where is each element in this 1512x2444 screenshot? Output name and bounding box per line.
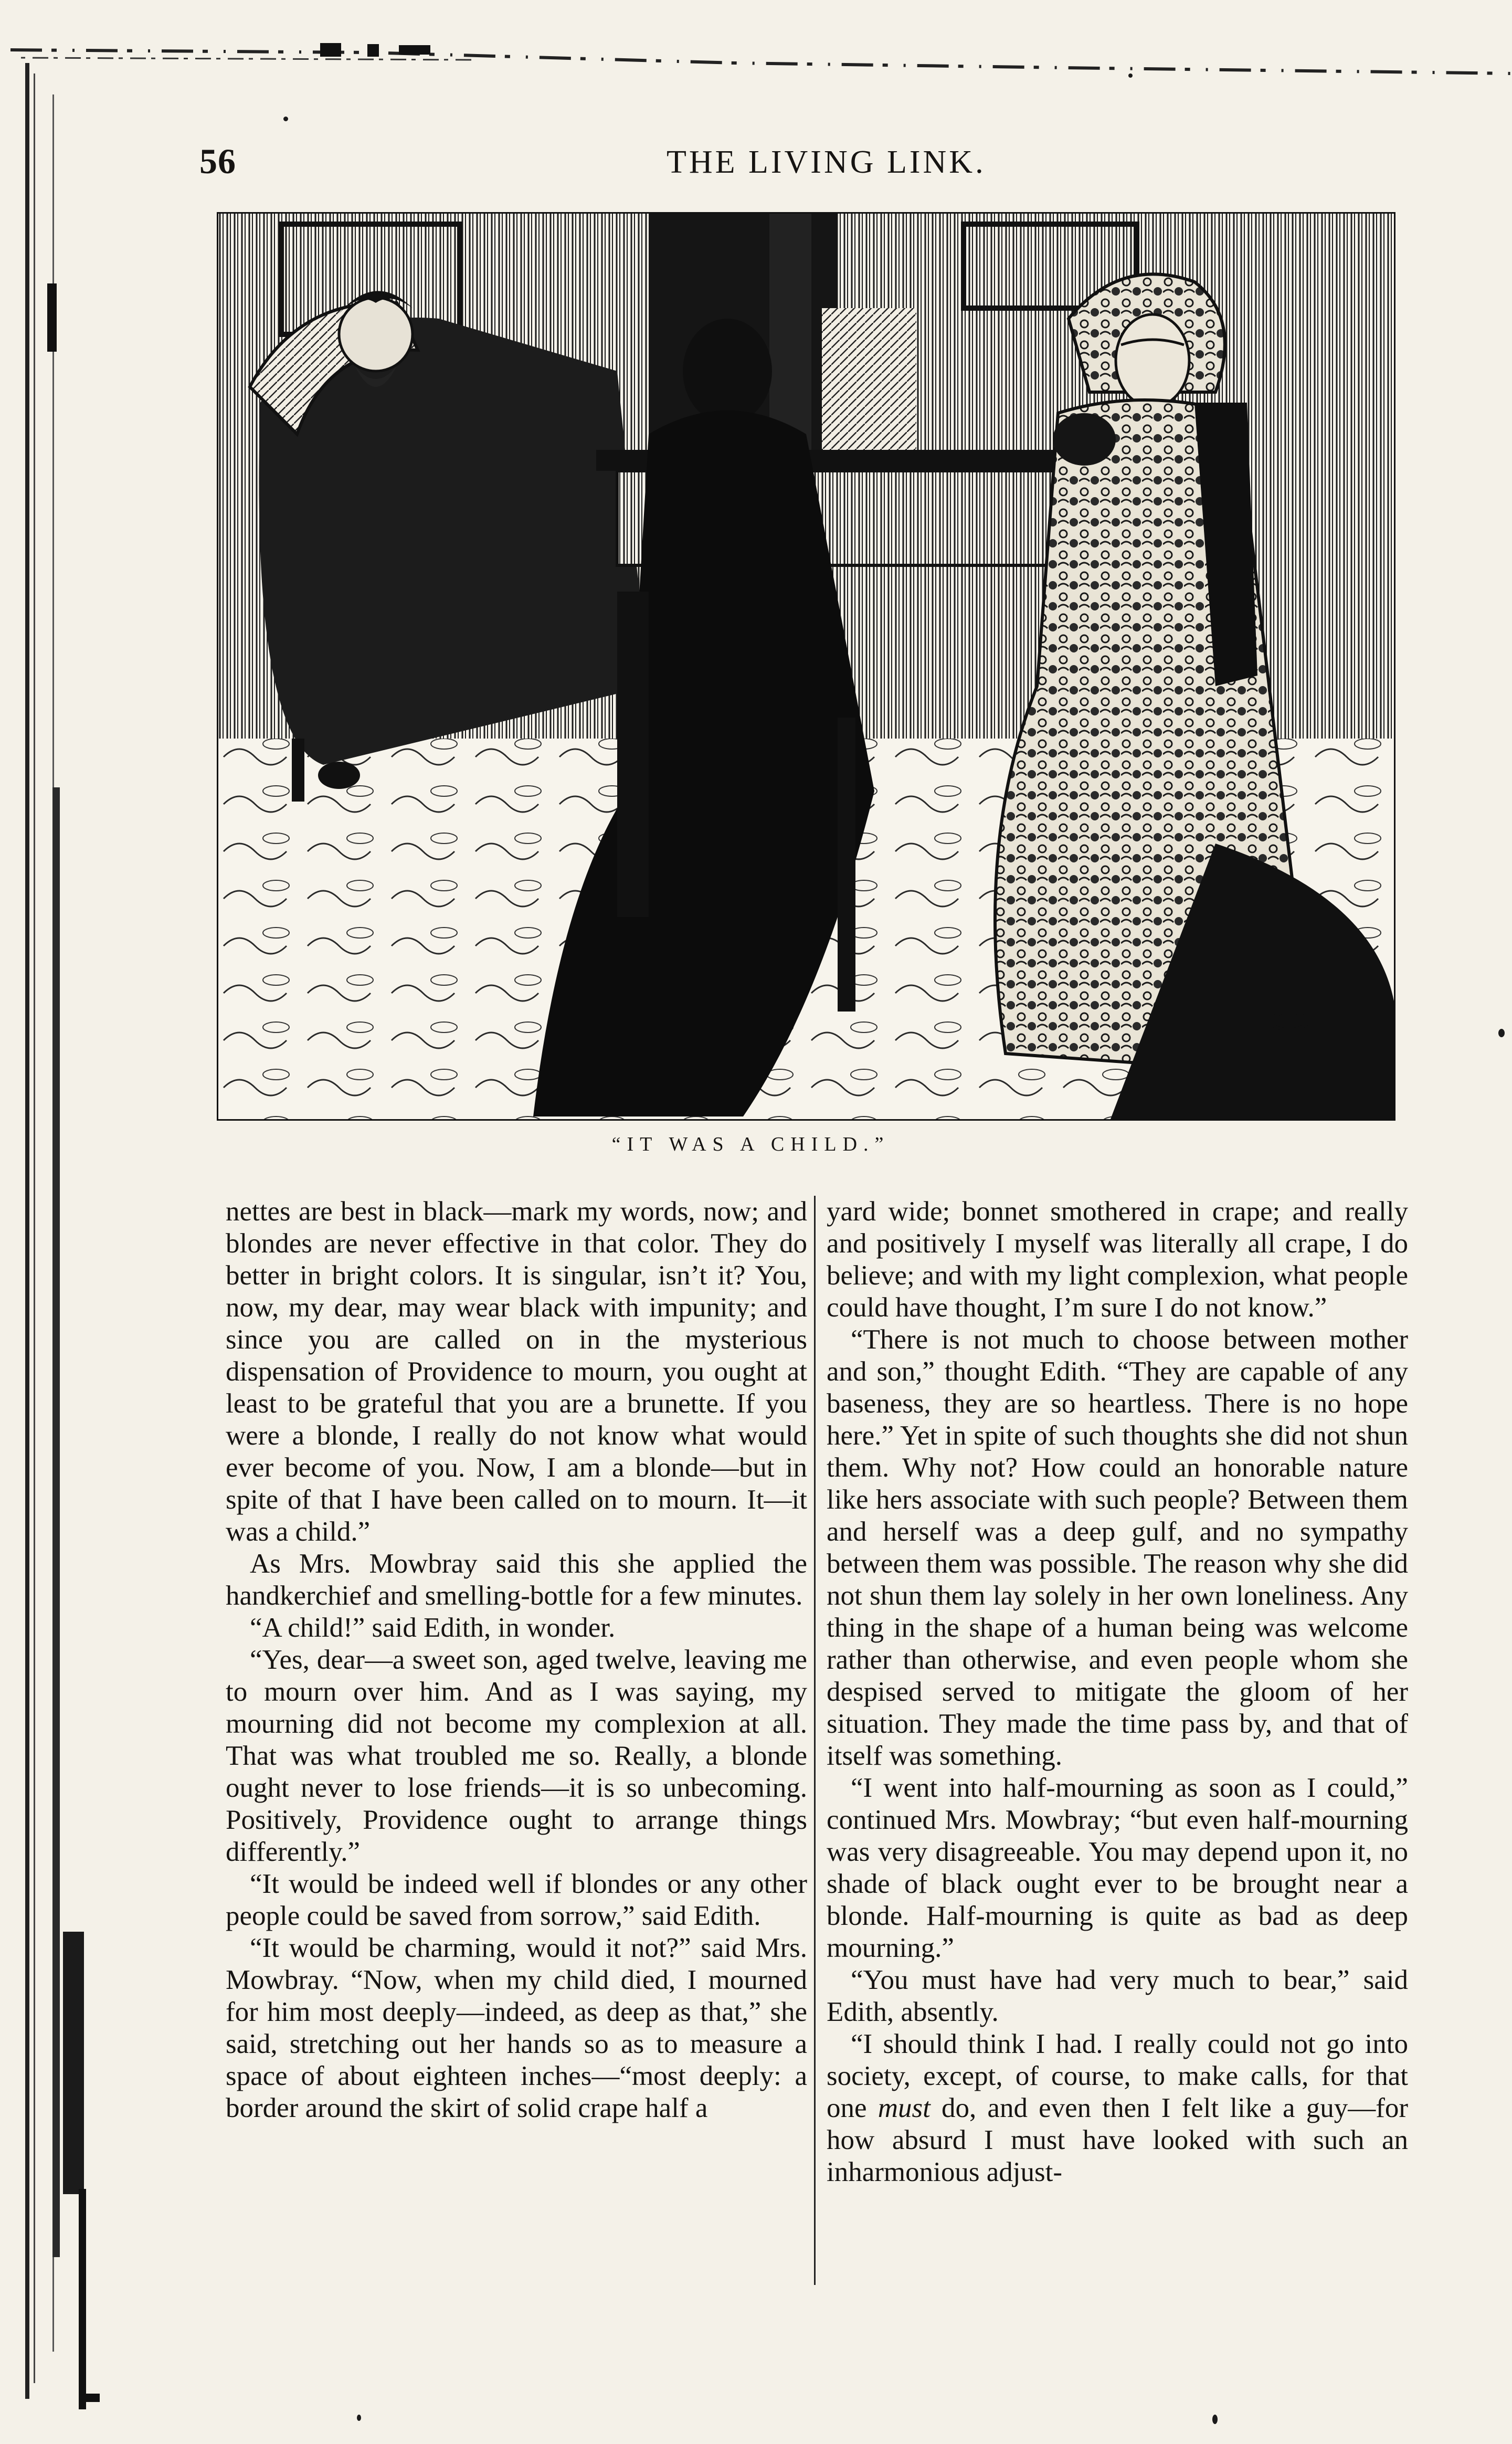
ink-speck [1498,1029,1505,1037]
scan-edge-top [0,21,1512,89]
paragraph: “There is not much to choose between mother and son,” thought Edith. “They are capable of any baseness, they are so heartless. There is no hope here.” Yet in spite of such thoughts she did not shun them. Why not? How could an honorable nature like hers associate with such people? Between them and herself was a deep gulf, and no sympathy between them was possible. The reason why she did not shun them lay solely in her own loneliness. Any thing in the shape of a human being was welcome rather than otherwise, and even people whom she despised served to mitigate the gloom of her situation. They made the time pass by, and that of itself was something. [827,1324,1408,1771]
paragraph: “Yes, dear—a sweet son, aged twelve, leaving me to mourn over him. And as I was saying, my mourning did not become my complexion at all. That was what troubled me so. Really, a blonde ought never to lose friends—it is so unbecoming. Positively, Providence ought to arrange things differently.” [226,1645,807,1867]
emphasis-must: must [877,2093,931,2123]
paragraph: “I went into half-mourning as soon as I could,” continued Mrs. Mowbray; “but even half-mourning was very disagreeable. You may depend upon it, no shade of black ought ever to be brought near a blonde. Half-mourning is quite as bad as deep mourning.” [827,1773,1408,1963]
page-number: 56 [199,141,236,181]
engraving-illustration [217,212,1395,1121]
paragraph: nettes are best in black—mark my words, now; and blondes are never effective in that color. They do better in bright colors. It is singular, isn’t it? You, now, my dear, may wear black with impunity; and since you are called on in the mysterious dispensation of Providence to mourn, you ought at least to be grateful that you are a brunette. If you were a blonde, I really do not know what would ever become of you. Now, I am a blonde—but in spite of that I have been called on to mourn. It—it was a child.” [226,1196,807,1547]
ink-speck [1128,73,1133,78]
paragraph: “You must have had very much to bear,” said Edith, absently. [827,1965,1408,2027]
paragraph: “A child!” said Edith, in wonder. [250,1613,616,1643]
paragraph: yard wide; bonnet smothered in crape; and really and positively I myself was literally all crape, I do believe; and with my light complexion, what people could have thought, I’m sure I do not know.” [827,1196,1408,1323]
ink-speck [357,2415,361,2421]
paragraph-text: “I should think I had. I really could not go into society, except, of course, to make calls, for that one [827,2029,1408,2123]
paragraph: “It would be indeed well if blondes or any other people could be saved from sorrow,” said Edith. [226,1869,807,1931]
paragraph: “It would be charming, would it not?” said Mrs. Mowbray. “Now, when my child died, I mourned for him most deeply—indeed, as deep as that,” she said, stretching out her hands so as to measure a space of about eighteen inches—“most deeply: a border around the skirt of solid crape half a [226,1933,807,2123]
text-column-left [226,1196,807,2124]
paragraph-text: do, and even then I felt like a guy—for how absurd I must have looked with such an inharmonious adjust- [827,2093,1409,2187]
ink-speck [283,117,288,121]
running-head: THE LIVING LINK. [667,144,986,180]
paragraph [827,2028,1408,2188]
ink-speck [1212,2415,1218,2424]
scan-edge-left [0,0,105,2444]
illustration-caption: “IT WAS A CHILD.” [611,1133,890,1155]
paragraph: As Mrs. Mowbray said this she applied the handkerchief and smelling-bottle for a few minutes. [226,1548,807,1611]
text-column-right [827,1196,1408,2188]
column-rule [814,1196,816,2285]
